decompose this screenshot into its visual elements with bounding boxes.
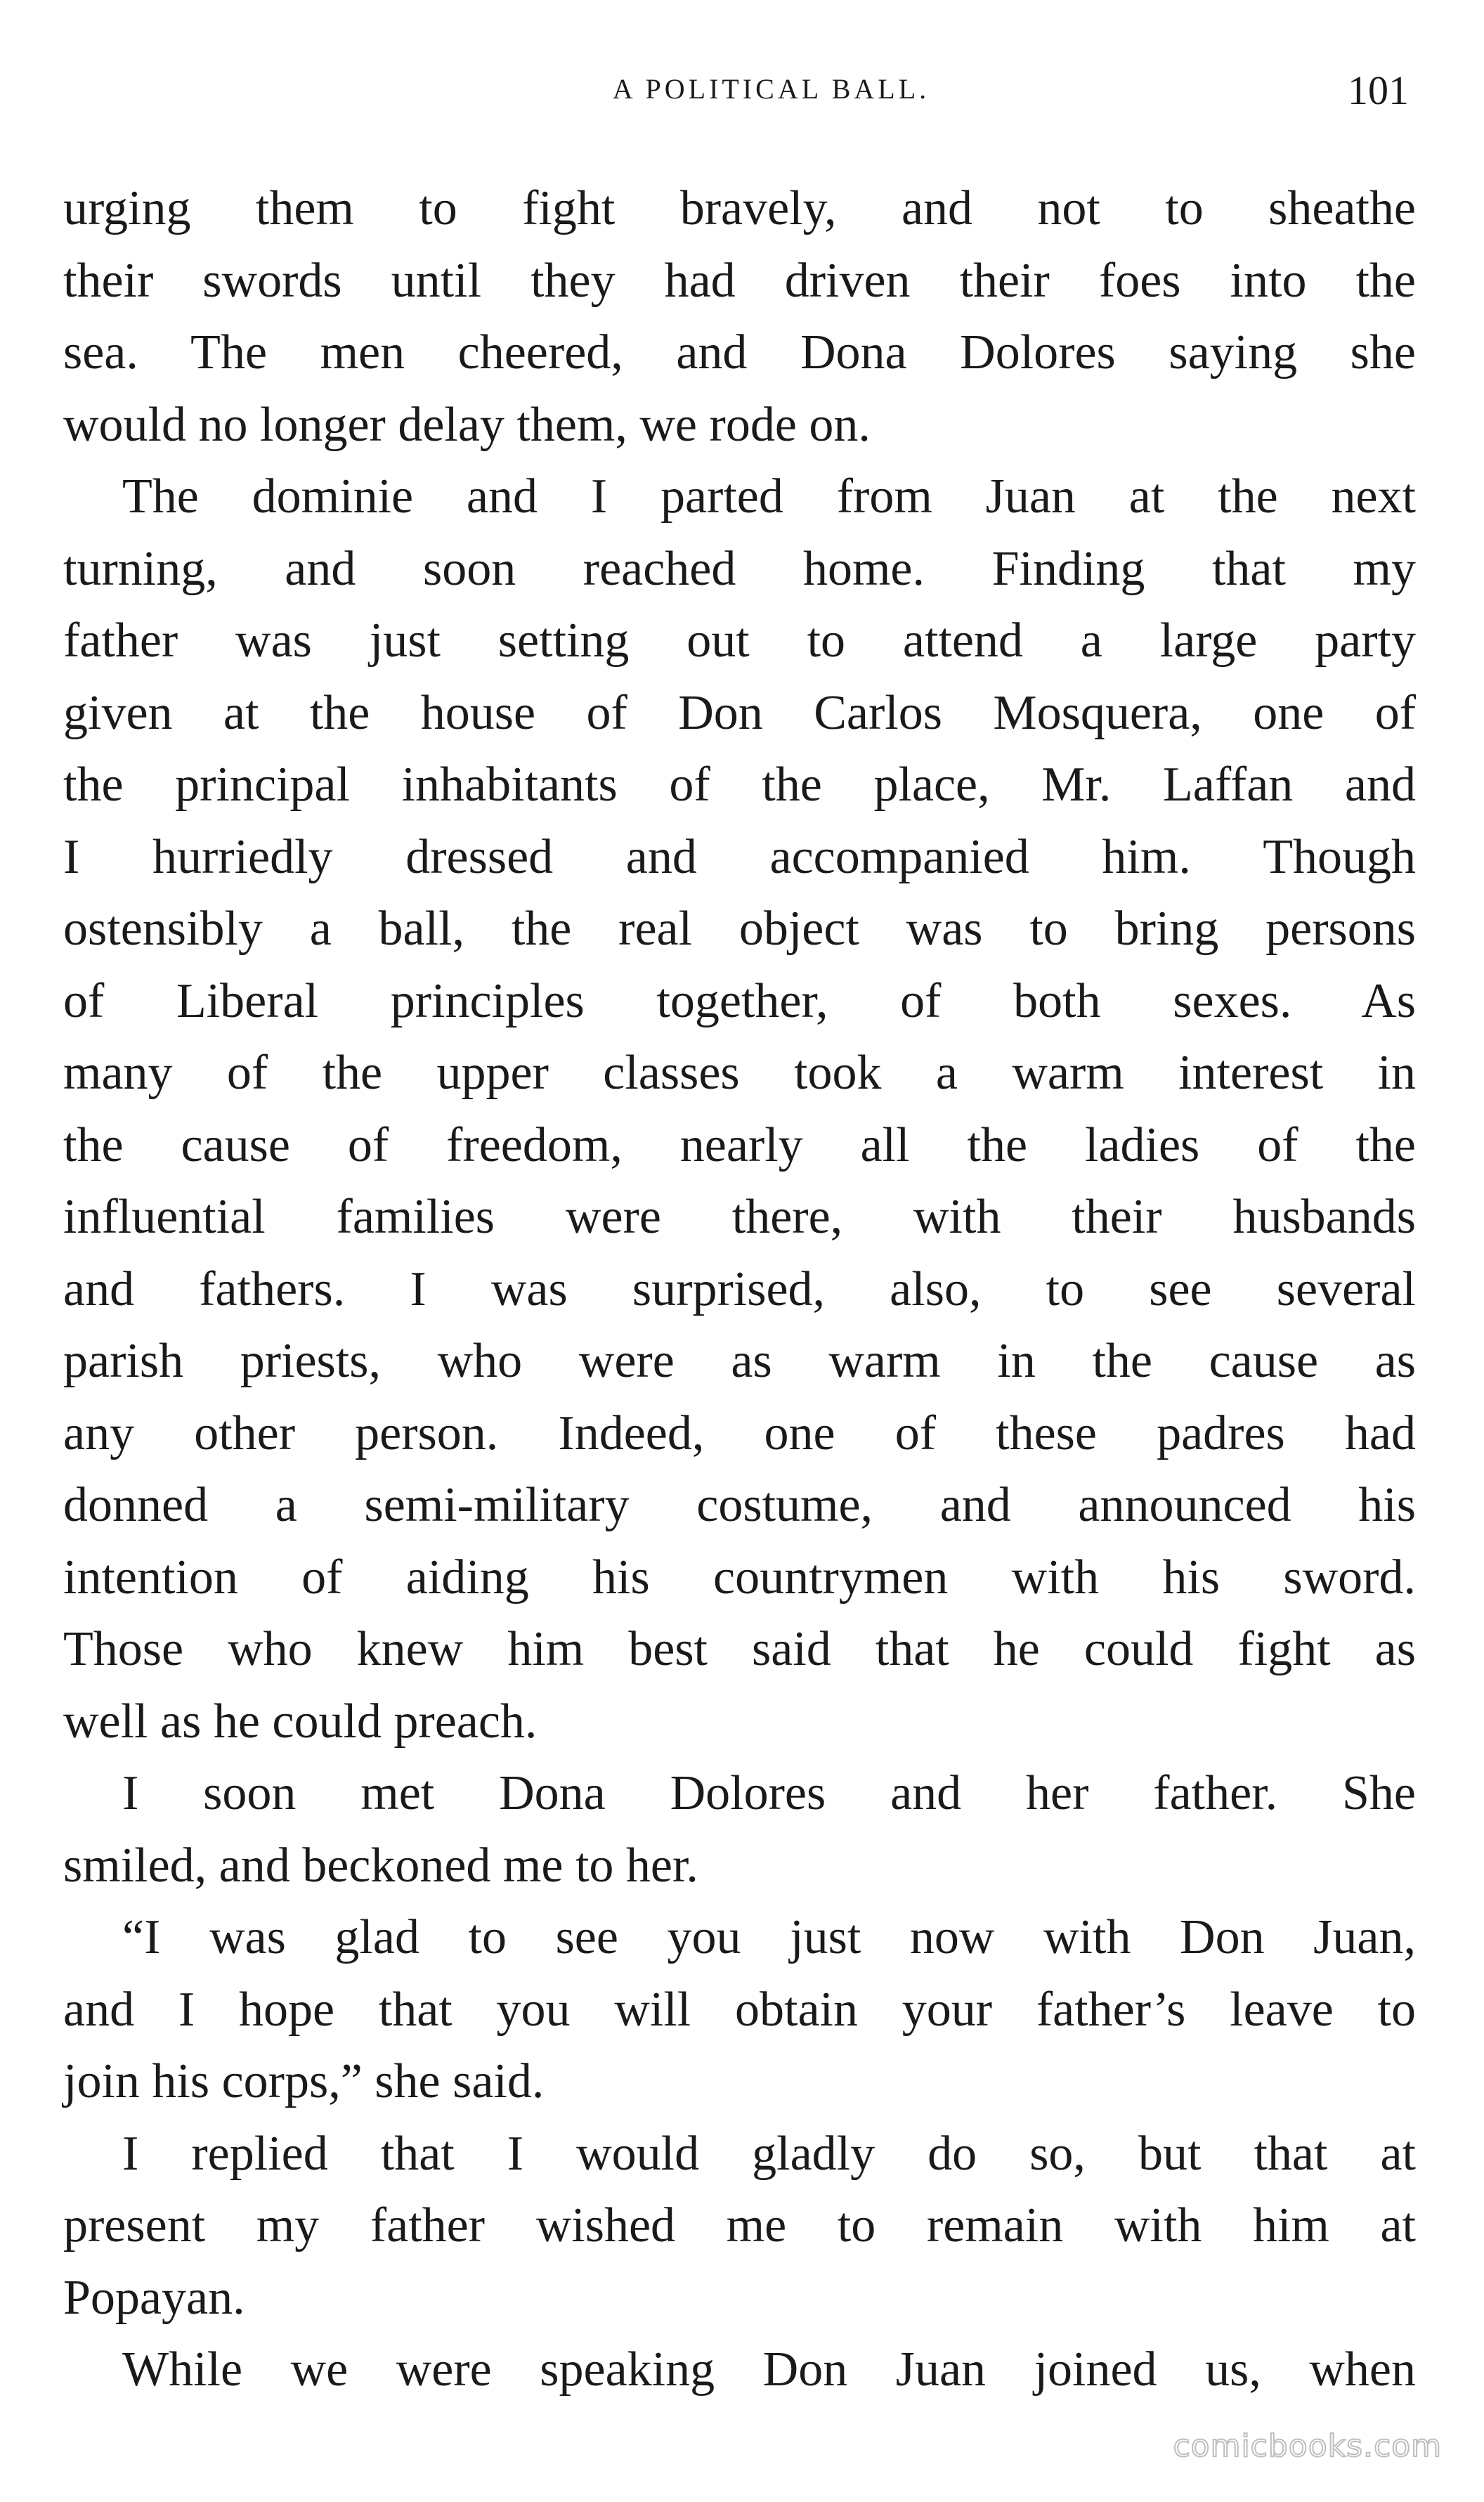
text-line: I hurriedly dressed and accompanied him. Though [63,829,1416,884]
text-line: turning, and soon reached home. Finding that my [63,541,1416,596]
page-number: 101 [1348,67,1409,113]
paragraph-first-line: I replied that I would gladly do so, but that at [122,2126,1416,2181]
text-line: influential families were there, with their husbands [63,1190,1416,1244]
text-line: donned a semi-military costume, and announced his [63,1478,1416,1532]
text-line: well as he could preach. [63,1694,538,1749]
text-line: any other person. Indeed, one of these padres had [63,1406,1416,1460]
text-line: the cause of freedom, nearly all the ladies of the [63,1117,1416,1172]
text-line: join his corps,” she said. [63,2054,545,2108]
text-line: given at the house of Don Carlos Mosquera, one of [63,685,1416,740]
text-line: many of the upper classes took a warm interest in [63,1046,1416,1100]
text-line: father was just setting out to attend a large party [63,614,1416,668]
text-line: intention of aiding his countrymen with his sword. [63,1550,1416,1605]
running-title: A POLITICAL BALL. [612,73,930,105]
text-line: urging them to fight bravely, and not to sheathe [63,181,1416,235]
text-line: parish priests, who were as warm in the cause as [63,1334,1416,1388]
text-line: Those who knew him best said that he could fight as [63,1622,1416,1676]
text-line: Popayan. [63,2270,245,2325]
text-line: their swords until they had driven their foes into the [63,253,1416,308]
text-line: would no longer delay them, we rode on. [63,397,871,452]
paragraph-first-line: The dominie and I parted from Juan at the next [122,469,1416,524]
text-line: the principal inhabitants of the place, Mr. Laffan and [63,758,1416,812]
paragraph-first-line: I soon met Dona Dolores and her father. She [122,1766,1416,1820]
text-line: smiled, and beckoned me to her. [63,1838,698,1893]
running-head [63,67,1423,116]
text-line: present my father wished me to remain with him at [63,2198,1416,2253]
paragraph-first-line: “I was glad to see you just now with Don Juan, [122,1910,1416,1964]
text-line: and fathers. I was surprised, also, to see several [63,1262,1416,1316]
text-line: of Liberal principles together, of both sexes. As [63,973,1416,1028]
watermark-text: comicbooks.com [1173,2428,1442,2464]
body-text [63,173,1416,2406]
text-line: ostensibly a ball, the real object was to bring persons [63,902,1416,956]
text-line: sea. The men cheered, and Dona Dolores saying she [63,325,1416,380]
text-line: and I hope that you will obtain your father’s leave to [63,1982,1416,2037]
paragraph-first-line: While we were speaking Don Juan joined us, when [122,2342,1416,2397]
